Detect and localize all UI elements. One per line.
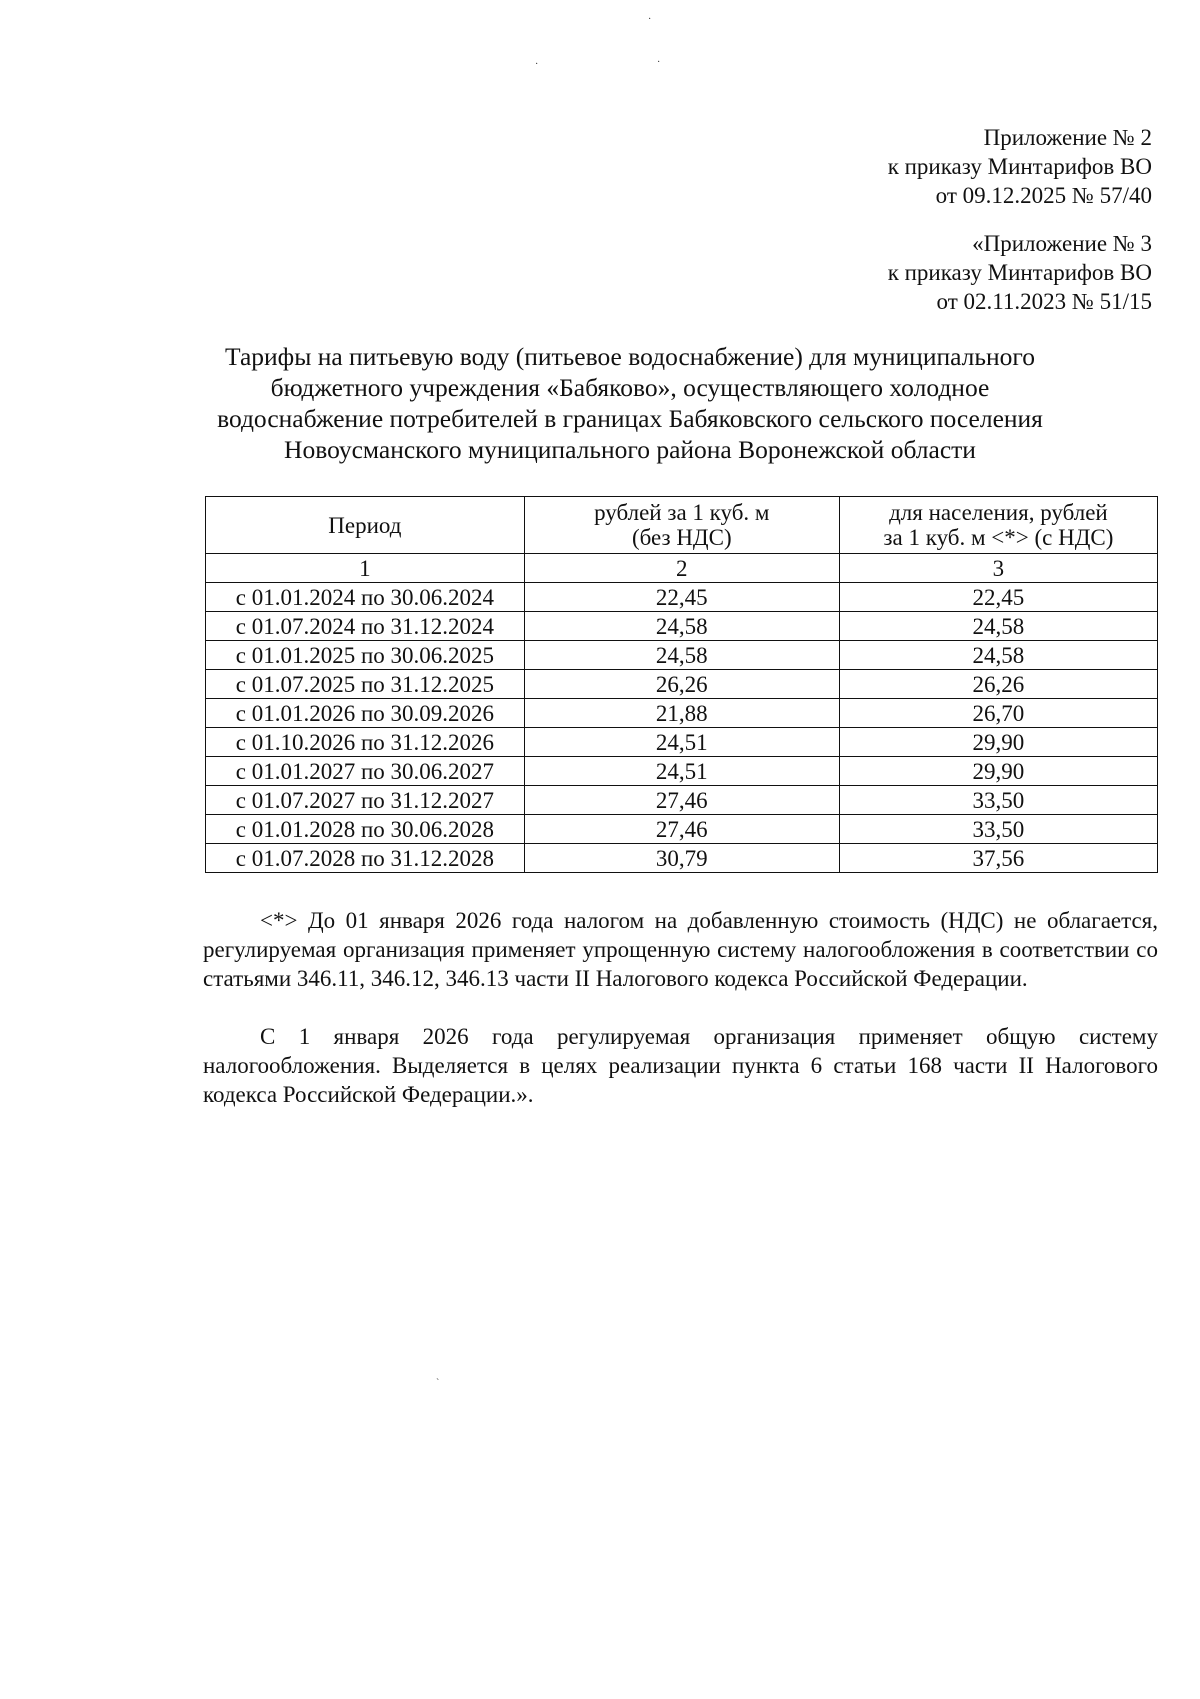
appendix-line: от 09.12.2025 № 57/40 bbox=[935, 183, 1152, 208]
table-row bbox=[206, 786, 1158, 815]
cell-period: с 01.01.2028 по 30.06.2028 bbox=[206, 815, 525, 844]
cell-price-population: 29,90 bbox=[839, 728, 1157, 757]
column-number: 1 bbox=[206, 554, 525, 583]
cell-price-no-vat: 24,51 bbox=[524, 728, 839, 757]
footnote-text: <*> До 01 января 2026 года налогом на добавленную стоимость (НДС) не облагается, регулируемая организация применяет упрощенную систему налогообложения в соответствии со статьями 346.11, 346.12, 346.13 части II Налогового кодекса Российской Федерации. bbox=[203, 908, 1158, 991]
cell-period: с 01.07.2028 по 31.12.2028 bbox=[206, 844, 525, 873]
cell-price-no-vat: 27,46 bbox=[524, 786, 839, 815]
table-row bbox=[206, 699, 1158, 728]
cell-period: с 01.01.2024 по 30.06.2024 bbox=[206, 583, 525, 612]
footnote-text: С 1 января 2026 года регулируемая организация применяет общую систему налогообложения. Выделяется в целях реализации пункта 6 статьи 168 части II Налогового кодекса Российской Федерации.». bbox=[203, 1024, 1158, 1107]
cell-price-no-vat: 21,88 bbox=[524, 699, 839, 728]
footnote-tax-system bbox=[203, 1022, 1158, 1109]
cell-price-no-vat: 24,51 bbox=[524, 757, 839, 786]
table-row bbox=[206, 728, 1158, 757]
cell-price-no-vat: 30,79 bbox=[524, 844, 839, 873]
scan-speck: · bbox=[648, 14, 652, 25]
header-line: для населения, рублей bbox=[889, 500, 1108, 525]
scan-speck: ` bbox=[436, 1378, 440, 1389]
cell-price-population: 26,26 bbox=[839, 670, 1157, 699]
cell-price-no-vat: 27,46 bbox=[524, 815, 839, 844]
table-row bbox=[206, 815, 1158, 844]
cell-period: с 01.01.2025 по 30.06.2025 bbox=[206, 641, 525, 670]
cell-price-population: 33,50 bbox=[839, 815, 1157, 844]
header-price-no-vat bbox=[524, 497, 839, 554]
footnote-vat bbox=[203, 906, 1158, 993]
scan-speck: · bbox=[657, 57, 661, 68]
title-line: Новоусманского муниципального района Воронежской области bbox=[284, 435, 976, 464]
title-line: бюджетного учреждения «Бабяково», осуществляющего холодное bbox=[270, 373, 990, 402]
cell-price-population: 24,58 bbox=[839, 641, 1157, 670]
title-line: водоснабжение потребителей в границах Бабяковского сельского поселения bbox=[217, 404, 1043, 433]
appendix-line: Приложение № 2 bbox=[983, 125, 1152, 150]
appendix-line: к приказу Минтарифов ВО bbox=[887, 260, 1152, 285]
header-line: рублей за 1 куб. м bbox=[594, 500, 770, 525]
table-row bbox=[206, 612, 1158, 641]
cell-period: с 01.01.2027 по 30.06.2027 bbox=[206, 757, 525, 786]
scan-speck: · bbox=[535, 59, 539, 70]
appendix-header-current bbox=[888, 123, 1152, 210]
title-line: Тарифы на питьевую воду (питьевое водоснабжение) для муниципального bbox=[225, 342, 1035, 371]
cell-price-population: 24,58 bbox=[839, 612, 1157, 641]
cell-price-population: 33,50 bbox=[839, 786, 1157, 815]
header-price-population bbox=[839, 497, 1157, 554]
appendix-header-previous bbox=[888, 229, 1152, 316]
appendix-line: от 02.11.2023 № 51/15 bbox=[936, 289, 1152, 314]
cell-price-no-vat: 24,58 bbox=[524, 641, 839, 670]
cell-price-no-vat: 22,45 bbox=[524, 583, 839, 612]
table-row bbox=[206, 641, 1158, 670]
cell-price-population: 29,90 bbox=[839, 757, 1157, 786]
appendix-line: к приказу Минтарифов ВО bbox=[887, 154, 1152, 179]
cell-price-population: 22,45 bbox=[839, 583, 1157, 612]
cell-period: с 01.07.2024 по 31.12.2024 bbox=[206, 612, 525, 641]
table-row bbox=[206, 844, 1158, 873]
cell-period: с 01.10.2026 по 31.12.2026 bbox=[206, 728, 525, 757]
cell-price-no-vat: 26,26 bbox=[524, 670, 839, 699]
header-line: (без НДС) bbox=[631, 525, 732, 550]
column-number: 3 bbox=[839, 554, 1157, 583]
cell-period: с 01.07.2027 по 31.12.2027 bbox=[206, 786, 525, 815]
table-row bbox=[206, 757, 1158, 786]
cell-price-population: 37,56 bbox=[839, 844, 1157, 873]
cell-period: с 01.07.2025 по 31.12.2025 bbox=[206, 670, 525, 699]
table-row bbox=[206, 670, 1158, 699]
cell-period: с 01.01.2026 по 30.09.2026 bbox=[206, 699, 525, 728]
header-period: Период bbox=[206, 497, 525, 554]
table-header-row bbox=[206, 497, 1158, 554]
cell-price-population: 26,70 bbox=[839, 699, 1157, 728]
table-row bbox=[206, 583, 1158, 612]
column-number: 2 bbox=[524, 554, 839, 583]
header-line: за 1 куб. м <*> (с НДС) bbox=[883, 525, 1114, 550]
appendix-line: «Приложение № 3 bbox=[972, 231, 1152, 256]
tariff-table bbox=[205, 496, 1158, 873]
column-number-row bbox=[206, 554, 1158, 583]
document-title bbox=[190, 341, 1070, 465]
cell-price-no-vat: 24,58 bbox=[524, 612, 839, 641]
